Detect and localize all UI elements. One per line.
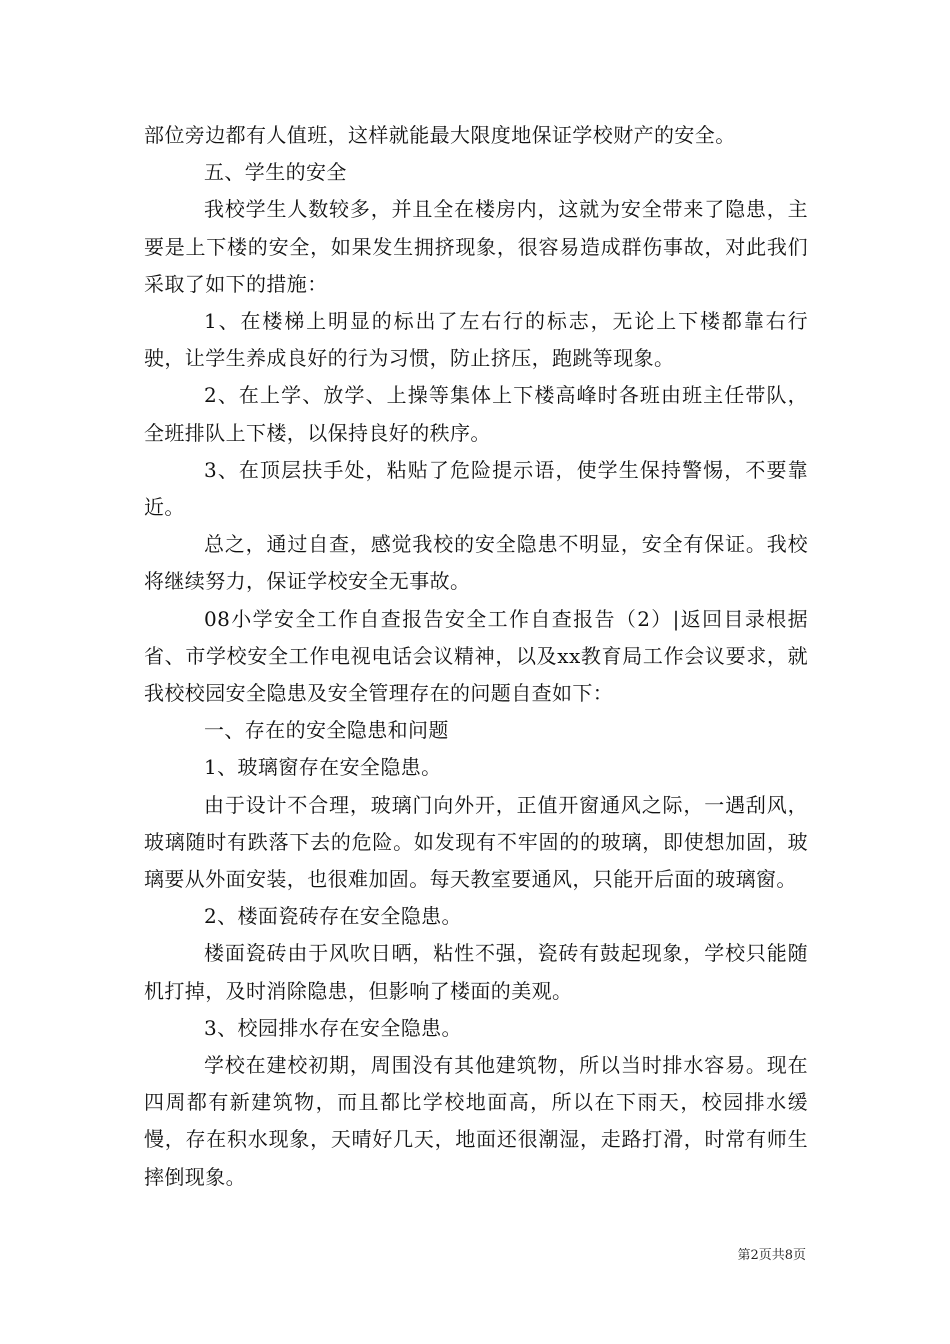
paragraph: 08小学安全工作自查报告安全工作自查报告（2）|返回目录根据省、市学校安全工作电视电话会议精神，以及xx教育局工作会议要求，就我校校园安全隐患及安全管理存在的问题自查如下： xyxy=(144,606,808,706)
document-body xyxy=(144,117,808,1196)
list-item: 2、在上学、放学、上操等集体上下楼高峰时各班由班主任带队，全班排队上下楼，以保持良好的秩序。 xyxy=(144,383,808,445)
subsection-heading: 1、玻璃窗存在安全隐患。 xyxy=(204,755,442,780)
subsection-heading: 3、校园排水存在安全隐患。 xyxy=(204,1015,462,1040)
subsection-heading: 2、楼面瓷砖存在安全隐患。 xyxy=(204,904,462,929)
paragraph: 由于设计不合理，玻璃门向外开，正值开窗通风之际，一遇刮风，玻璃随时有跌落下去的危险。如发现有不牢固的的玻璃，即使想加固，玻璃要从外面安装，也很难加固。每天教室要通风，只能开后面的玻璃窗。 xyxy=(144,792,808,892)
paragraph: 我校学生人数较多，并且全在楼房内，这就为安全带来了隐患，主要是上下楼的安全，如果发生拥挤现象，很容易造成群伤事故，对此我们采取了如下的措施： xyxy=(144,197,808,296)
paragraph: 总之，通过自查，感觉我校的安全隐患不明显，安全有保证。我校将继续努力，保证学校安全无事故。 xyxy=(144,532,808,594)
section-heading: 一、存在的安全隐患和问题 xyxy=(204,718,449,743)
paragraph: 学校在建校初期，周围没有其他建筑物，所以当时排水容易。现在四周都有新建筑物，而且都比学校地面高，所以在下雨天，校园排水缓慢，存在积水现象，天晴好几天，地面还很潮湿，走路打滑，时常有师生摔倒现象。 xyxy=(144,1053,808,1189)
paragraph: 楼面瓷砖由于风吹日晒，粘性不强，瓷砖有鼓起现象，学校只能随机打掉，及时消除隐患，但影响了楼面的美观。 xyxy=(144,941,808,1003)
page-number: 第2页共8页 xyxy=(737,1248,806,1263)
list-item: 1、在楼梯上明显的标出了左右行的标志，无论上下楼都靠右行驶，让学生养成良好的行为习惯，防止挤压，跑跳等现象。 xyxy=(144,309,808,371)
section-heading: 五、学生的安全 xyxy=(204,160,347,185)
paragraph: 部位旁边都有人值班，这样就能最大限度地保证学校财产的安全。 xyxy=(144,123,736,147)
list-item: 3、在顶层扶手处，粘贴了危险提示语，使学生保持警惕，不要靠近。 xyxy=(144,457,808,520)
